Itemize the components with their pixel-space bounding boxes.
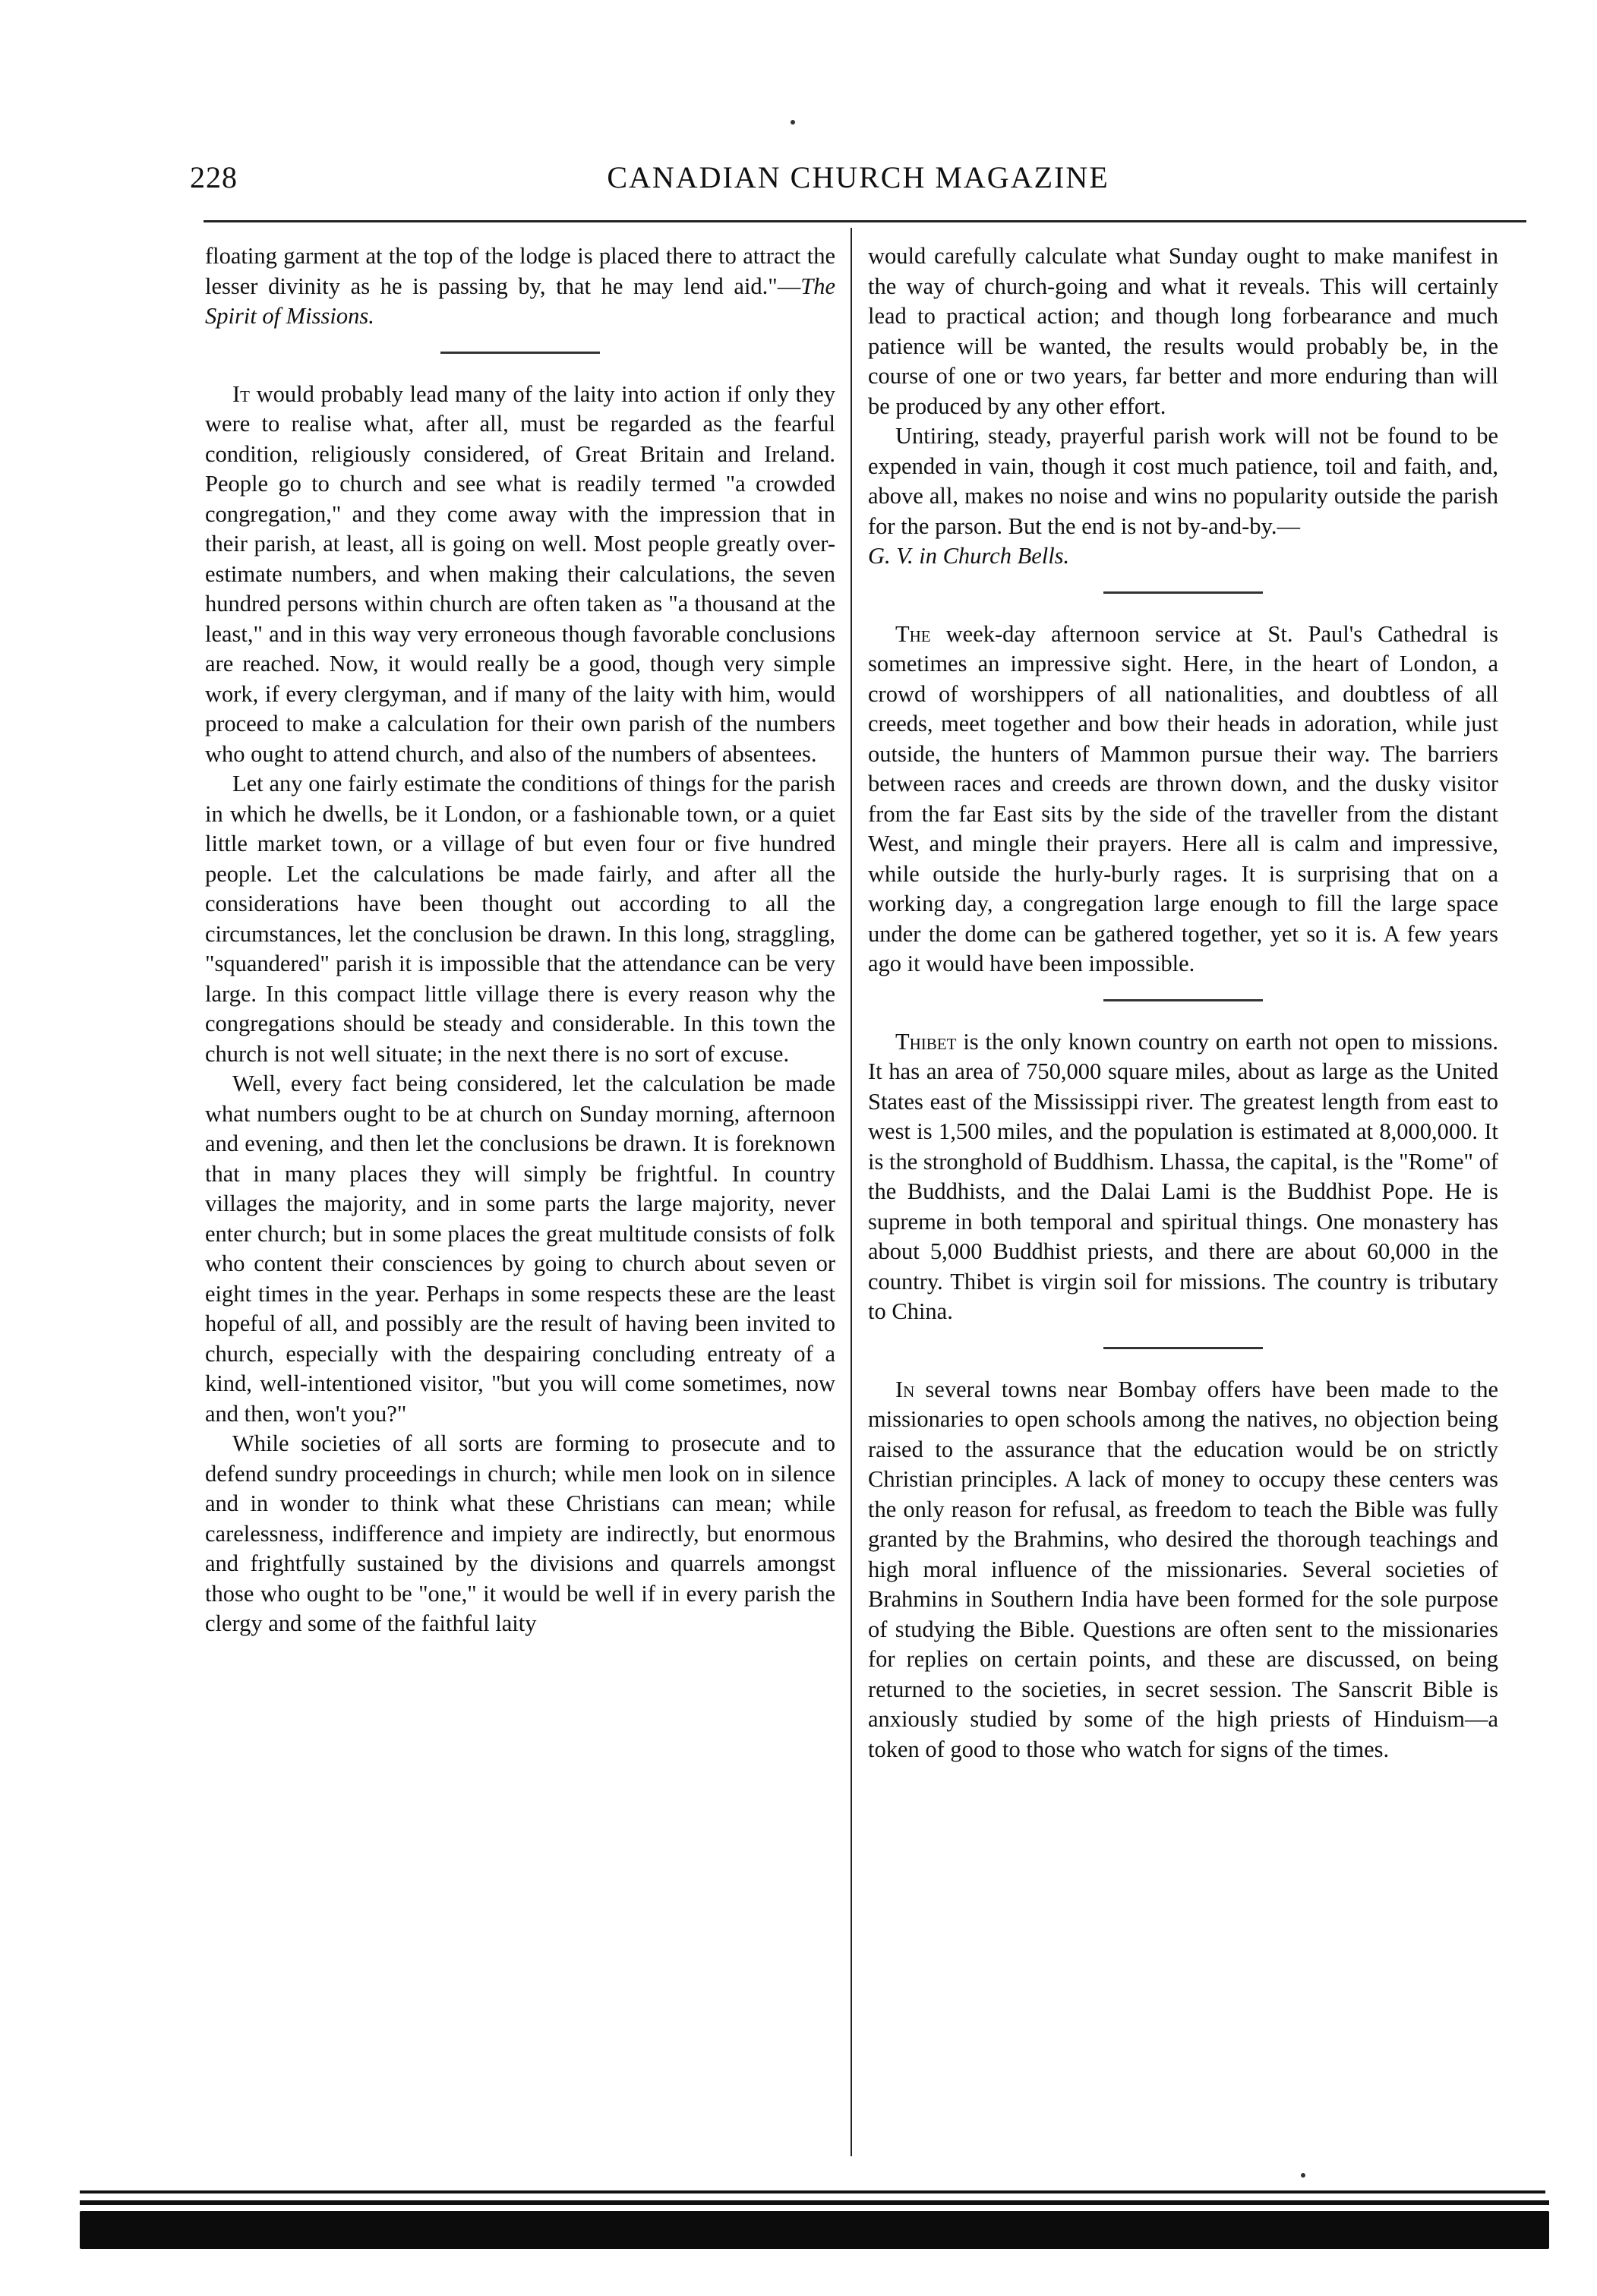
page-number: 228 bbox=[190, 160, 238, 194]
article-lead-word: Thibet bbox=[895, 1028, 957, 1055]
article-bombay: In several towns near Bombay offers have been made to the missionaries to open schools among the natives, no objection being raised to the assurance that the education would be on strictly Christian principles. A lack of money to occupy these centers was the only reason for refusal, as freedom to teach the Bible was fully granted by the Brahmins, who desired the thorough teachings and high moral influence of the missionaries. Several societies of Brahmins in Southern India have been formed for the sole purpose of studying the Bible. Questions are often sent to the missionaries for replies on certain points, and these are discussed, on being returned to the societies, in secret session. The Sanscrit Bible is anxiously studied by some of the high priests of Hinduism—a token of good to those who watch for signs of the times. bbox=[868, 1376, 1498, 1762]
right-column bbox=[868, 241, 1498, 1765]
source-citation: G. V. in Church Bells. bbox=[868, 543, 1070, 569]
top-speck bbox=[791, 120, 795, 125]
article-laity-paragraph: It would probably lead many of the laity into action if only they were to realise what, after all, must be regarded as the fearful condition, religiously considered, of Great Britain and Ireland. People go to church and see what is readily termed "a crowded congregation," and they come away with the impression that in their parish, at least, all is going on well. Most people greatly over-estimate numbers, and when making their calculations, the seven hundred persons within church are often taken as "a thousand at the least," and in this way very erroneous though favorable conclusions are reached. Now, it would really be a good, though very simple work, if every clergyman, and if many of the laity with him, would proceed to make a calculation for their own parish of the numbers who ought to attend church, and also of the numbers of absentees. bbox=[205, 380, 835, 767]
article-thibet: Thibet is the only known country on earth not open to missions. It has an area of 750,000 square miles, about as large as the United States east of the Mississippi river. The greatest length from east to west is 1,500 miles, and the population is estimated at 8,000,000. It is the stronghold of Buddhism. Lhassa, the capital, is the "Rome" of the Buddhists, and the Dalai Lami is the Buddhist Pope. He is supreme in both temporal and spiritual things. One monastery has about 5,000 Buddhist priests, and there are about 60,000 in the country. Thibet is virgin soil for missions. The country is tributary to China. bbox=[868, 1028, 1498, 1324]
article-lead-word: The bbox=[895, 620, 931, 647]
left-column bbox=[205, 241, 835, 1639]
scan-edge-band bbox=[80, 2211, 1549, 2249]
article-separator bbox=[1103, 999, 1263, 1001]
header-rule bbox=[204, 220, 1526, 222]
article-separator bbox=[440, 352, 600, 354]
continued-paragraph: floating garment at the top of the lodge is placed there to attract the lesser divinity as he is passing by, that he may lend aid."—The Spirit of Missions. bbox=[205, 243, 835, 329]
source-citation: The Spirit of Missions. bbox=[205, 273, 835, 329]
article-lead-word: In bbox=[895, 1376, 915, 1402]
article-laity-paragraph: Untiring, steady, prayerful parish work will not be found to be expended in vain, though it cost much patience, toil and faith, and, above all, makes no noise and wins no popularity outside the parish for the parson. But the end is not by-and-by.— G. V. in Church Bells. bbox=[868, 423, 1498, 569]
article-st-pauls: The week-day afternoon service at St. Paul's Cathedral is sometimes an impressive sight. Here, in the heart of London, a crowd of worshippers of all nationalities, and doubtless of all creeds, meet together and bow their heads in adoration, while just outside, the hunters of Mammon pursue their way. The barriers between races and creeds are thrown down, and the dusky visitor from the far East sits by the side of the traveller from the distant West, and mingle their prayers. Here all is calm and impressive, while outside the hurly-burly rages. It is surprising that on a working day, a congregation large enough to fill the large space under the dome can be gathered together, yet so it is. A few years ago it would have been impossible. bbox=[868, 620, 1498, 976]
page-header bbox=[190, 159, 1526, 205]
article-separator bbox=[1103, 1347, 1263, 1349]
footer-rule bbox=[80, 2200, 1549, 2205]
article-laity-paragraph: Well, every fact being considered, let the calculation be made what numbers ought to be at church on Sunday morning, afternoon and evening, and then let the conclusions be drawn. It is foreknown that in many places they will simply be frightful. In country villages the majority, and in some parts the large majority, never enter church; but in some places the great multitude consists of folk who content their consciences by going to church about seven or eight times in the year. Perhaps in some respects these are the least hopeful of all, and possibly are the result of having been invited to church, especially with the despairing concluding entreaty of a kind, well-intentioned visitor, "but you will come sometimes, now and then, won't you?" bbox=[205, 1071, 835, 1427]
footer-rule-thin bbox=[80, 2190, 1545, 2194]
article-laity-paragraph: While societies of all sorts are forming to prosecute and to defend sundry proceedings in church; while men look on in silence and in wonder to think what these Christians can mean; while carelessness, indifference and impiety are indirectly, but enormous and frightfully sustained by the divisions and quarrels amongst those who ought to be "one," it would be well if in every parish the clergy and some of the faithful laity bbox=[205, 1430, 835, 1636]
magazine-title: CANADIAN CHURCH MAGAZINE bbox=[607, 160, 1109, 194]
column-divider bbox=[851, 228, 852, 2156]
footer-speck bbox=[1301, 2173, 1305, 2178]
article-lead-word: It bbox=[232, 380, 250, 407]
article-laity-paragraph: Let any one fairly estimate the conditions of things for the parish in which he dwells, be it London, or a fashionable town, or a quiet little market town, or a village of but even four or five hundred people. Let the calculations be made fairly, and after all the considerations have been thought out according to all the circumstances, let the conclusion be drawn. In this long, straggling, "squandered" parish it is impossible that the attendance can be very large. In this compact little village there is every reason why the congregations should be steady and considerable. In this town the church is not well situate; in the next there is no sort of excuse. bbox=[205, 771, 835, 1067]
article-separator bbox=[1103, 591, 1263, 594]
article-laity-paragraph: would carefully calculate what Sunday ought to make manifest in the way of church-going and what it reveals. This will certainly lead to practical action; and though long forbearance and much patience will be wanted, the results would probably be, in the course of one or two years, far better and more enduring than will be produced by any other effort. bbox=[868, 243, 1498, 419]
